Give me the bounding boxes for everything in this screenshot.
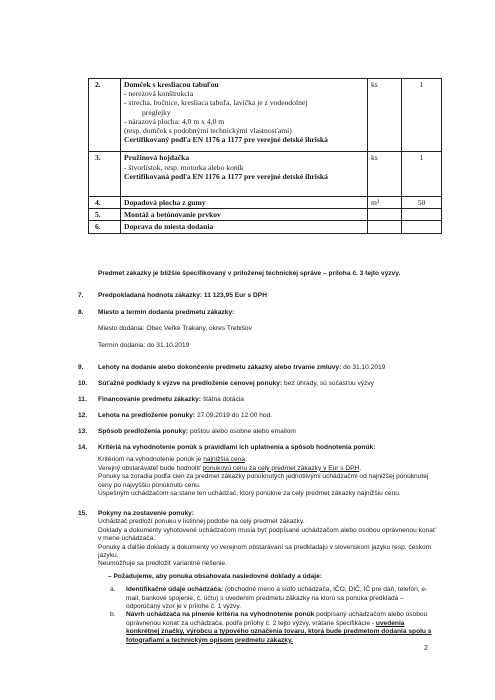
item-title: Pružinová hojdačka [124,153,190,163]
section-10 [78,380,438,388]
section-9 [78,364,438,372]
section-number: 11. [78,396,87,403]
item-title: Dopadová plocha z gumy [121,197,368,209]
table-row [89,197,442,209]
criteria-line: Ponuky sa zoradia podľa cien za predmet zákazky ponúknutých jednotlivými uchádzačmi od najnižšej ponúknutej ceny po najvyššiu ponúknutú cenu. [98,473,429,489]
unit-cell [368,221,402,233]
instruction-line: Neumožňuje sa predložiť variantné riešenie. [98,560,227,568]
quantity-cell: 50 [402,197,442,209]
item-cell [121,79,368,152]
unit-cell: ks [368,152,402,197]
item-line: - nárazová plocha: 4,0 m x 4,0 m [124,116,225,126]
item-cell [121,152,368,197]
section-number: 15. [78,510,88,517]
section-number: 14. [78,444,88,451]
item-title: Montáž a betónovanie prvkov [121,209,368,221]
requirement-b [98,611,438,645]
section-label: Lehota na predloženie ponuky: [98,412,196,419]
section-label: Financovanie predmetu zákazky: [98,396,201,403]
section-label: Súťažné podklady k výzve na predloženie cenovej ponuky: [98,380,283,387]
requirement-title: Identifikačné údaje uchádzača: [126,586,224,594]
section-number: 8. [78,309,84,316]
section-14 [78,444,438,498]
table-row [89,209,442,221]
table-row [89,79,442,152]
item-certification: Certifikovaný podľa EN 1176 a 1177 pre verejné detské ihriská [124,135,328,145]
requirements-bullet: – Požadujeme, aby ponuka obsahovala nasledovné doklady a údaje: [108,572,322,580]
section-11 [78,396,438,404]
section-value: poštou alebo osobne alebo emailom [189,428,296,435]
section-15 [78,510,438,645]
instruction-line: Uchádzač predloží ponuku v listinnej podobe na celý predmet zákazky. [98,518,305,526]
requirement-text: (obchodné meno a sídlo uchádzača, IČO, DIČ, IČ pre daň, telefón, e-mail, bankové spojenie, č. účtu) s uvedením predmetu zákazky na ktorú sa ponuka predkladá – odporúčaný vzor je v prílohe č. 1 výzvy. [126,586,428,611]
criteria-line: Verejný obstarávateľ bude hodnotiť ponukovú cenu za celý predmet zákazky v Eur s DPH. [98,464,362,472]
item-title: Domček s kresliacou tabuľou [124,80,219,89]
section-13 [78,428,438,436]
unit-cell: ks [368,79,402,152]
row-number: 4. [89,197,121,209]
quantity-cell: 1 [402,152,442,197]
section-label: Pokyny na zostavenie ponuky: [98,510,195,517]
section-value: 27.09.2019 do 12:00 hod. [196,412,273,419]
delivery-date: Termín dodania: do 31.10.2019 [98,341,190,349]
criteria-line: Úspešným uchádzačom sa stane ten uchádzač, ktorý ponúkne za celý predmet zákazky najnižšiu cenu. [98,490,401,498]
quantity-cell [402,221,442,233]
row-number: 2. [89,79,121,152]
intro-text: Predmet zákazky je bližšie špecifikovaný v priloženej technickej správe – príloha č. 3 tejto výzvy. [98,270,401,277]
instruction-line: Doklady a dokumenty vyhotovené uchádzačom musia byť podpísané uchádzačom alebo osobou oprávnenou konať v mene uchádzača. [98,526,436,543]
unit-cell: m² [368,197,402,209]
section-7 [78,292,438,300]
item-line: - nerezová konštrukcia [124,89,194,99]
section-number: 7. [78,292,84,299]
requirement-text: podpísaný uchádzačom alebo osobou oprávnenou konať za uchádzača, podľa prílohy č. 2 tejto výzvy, vrátane špecifikácie - [126,611,428,627]
item-line: (resp. domček s podobnými technickými vlastnosťami) [124,126,292,136]
section-number: 10. [78,380,88,387]
criteria-line: Kritériom na vyhodnotenie ponúk je najnižšia cena. [98,456,247,464]
section-8 [78,309,438,350]
section-value: bez úhrady, sú súčasťou výzvy [284,380,374,387]
quantity-cell: 1 [402,79,442,152]
section-number: 12. [78,412,88,419]
requirement-a [98,586,438,611]
item-line: - strecha, bočnice, kresliaca tabuľa, lavička je z vodeodolnej [124,98,308,108]
section-number: 13. [78,428,88,435]
unit-cell [368,209,402,221]
instruction-line: Ponuky a ďalšie doklady a dokumenty vo verejnom obstarávaní sa predkladajú v slovenskom jazyku resp. českom jazyku. [98,543,432,560]
list-marker: a. [110,586,116,594]
section-label: Miesto a termín dodania predmetu zákazky: [98,309,235,316]
section-label: Kritériá na vyhodnotenie ponúk s pravidlami ich uplatnenia a spôsob hodnotenia ponúk: [98,444,376,451]
section-value: štátna dotácia [202,396,244,403]
section-label: Spôsob predloženia ponuky: [98,428,189,435]
section-label: Lehoty na dodanie alebo dokončenie predmetu zákazky alebo trvanie zmluvy: [98,364,342,371]
section-label: Predpokladaná hodnota zákazky: [98,292,203,299]
quantity-cell [402,209,442,221]
requirement-emphasis: uvedenia konkrétnej značky, výrobcu a typového označenia tovaru, ktorá bude predmetom dodania spolu s fotografiami a technickým opisom predmetu zákazky. [126,619,432,644]
section-value: do 31.10.2019 [343,364,386,371]
row-number: 5. [89,209,121,221]
item-certification: Certifikovaná podľa EN 1176 a 1177 pre verejné detské ihriská [124,171,328,181]
row-number: 6. [89,221,121,233]
item-line: - štvorlístok, resp. motorka alebo koník [124,162,244,172]
table-row [89,221,442,233]
section-number: 9. [78,364,84,371]
requirement-title: Návrh uchádzača na plnenie kritéria na vyhodnotenie ponúk [126,611,315,619]
delivery-place: Miesto dodania: Obec Veľké Trakany, okres Trebišov [98,325,252,333]
items-table [88,78,442,234]
page-number: 2 [424,645,428,652]
item-line: preglejky [142,107,171,117]
row-number: 3. [89,152,121,197]
section-value: 11 123,95 Eur s DPH [203,292,267,299]
item-title: Doprava do miesta dodania [121,221,368,233]
list-marker: b. [110,611,116,619]
section-12 [78,412,438,420]
table-row [89,152,442,197]
